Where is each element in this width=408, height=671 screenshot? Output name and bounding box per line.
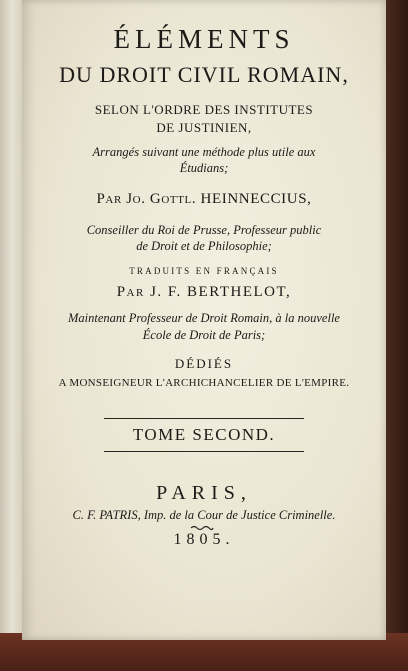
title-page [22,0,386,640]
arranges-line-2: Étudians; [179,161,229,175]
imprint-city: PARIS, [156,482,252,504]
tome-rule-bottom [104,451,304,452]
dedication-line: A MONSEIGNEUR L'ARCHICHANCELIER DE L'EMPIRE. [58,377,350,389]
selon-line-1: SELON L'ORDRE DES INSTITUTES [94,102,314,117]
book-subtitle: DU DROIT CIVIL ROMAIN, [59,62,349,87]
imprint-year: 1805. [173,531,235,548]
author-title-line-2: de Droit et de Philosophie; [136,239,272,253]
translator-line: Par J. F. BERTHELOT, [116,284,292,300]
traduits-line: TRADUITS EN FRANÇAIS [129,266,279,276]
arranges-line-1: Arrangés suivant une méthode plus utile aux [92,145,316,159]
imprint-publisher: C. F. PATRIS, Imp. de la Cour de Justice Criminelle. [72,508,336,522]
translator-title-line-2: École de Droit de Paris; [142,328,266,342]
book-cover-edge-right [386,0,408,671]
tome-rule-top [104,418,304,419]
translator-title-line-1: Maintenant Professeur de Droit Romain, à la nouvelle [68,311,340,325]
selon-line-2: DE JUSTINIEN, [156,120,252,135]
dedies-heading: DÉDIÉS [174,356,234,371]
author-title-line-1: Conseiller du Roi de Prusse, Professeur public [86,223,322,237]
author-line: Par Jo. Gottl. HEINNECCIUS, [96,191,312,207]
tome-label: TOME SECOND. [132,425,276,444]
book-title: ÉLÉMENTS [113,24,295,54]
